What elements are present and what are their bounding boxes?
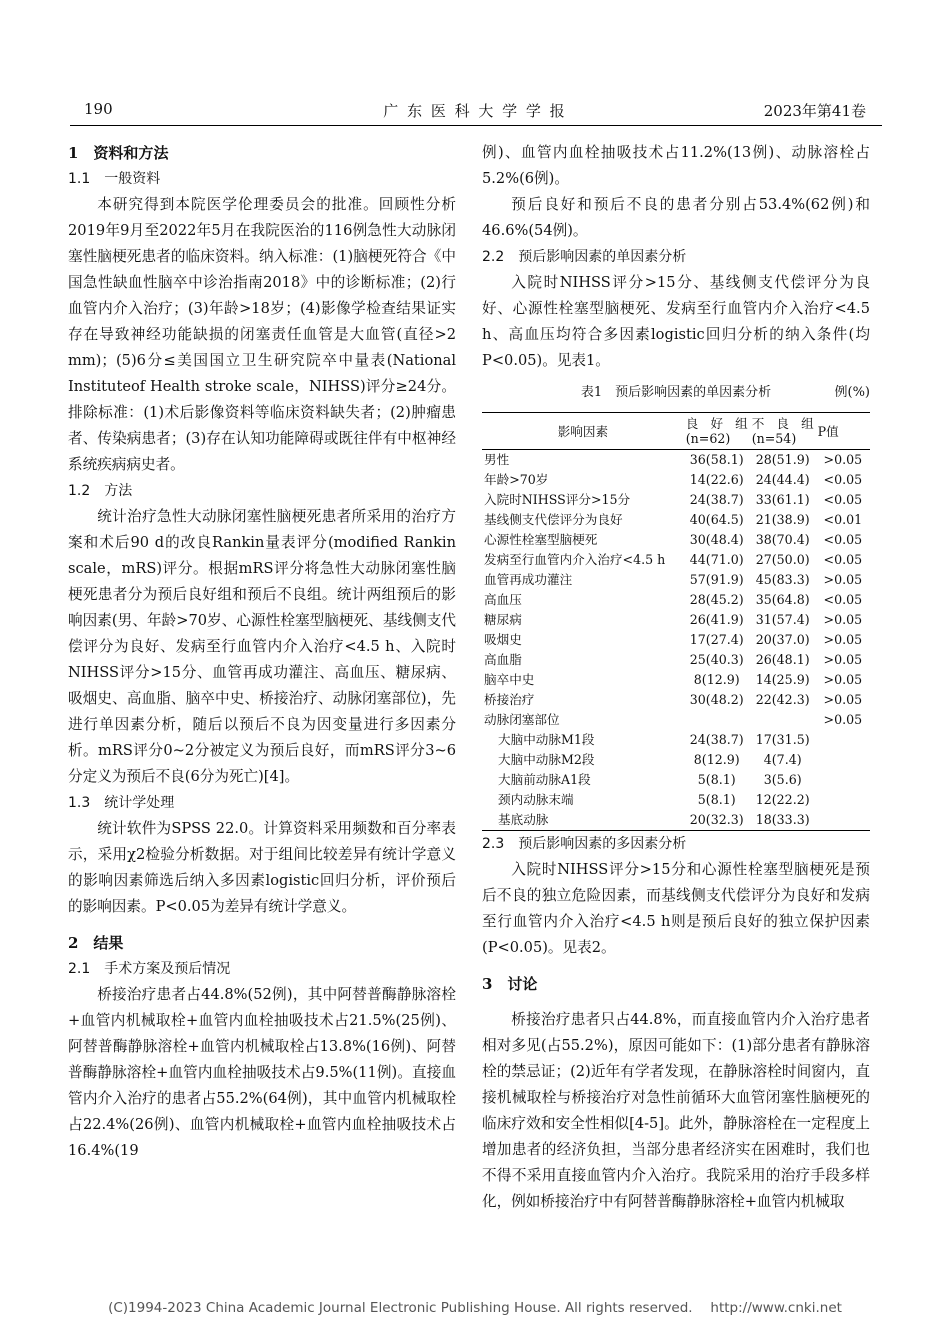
table-row	[482, 730, 870, 750]
table-header-row	[482, 413, 870, 450]
cell-p: >0.05	[823, 672, 863, 687]
table-unit: 例(%)	[834, 385, 870, 400]
cell-poor: 35(64.8)	[755, 592, 810, 607]
cell-poor: 22(42.3)	[755, 692, 810, 707]
cell-p: >0.05	[823, 692, 863, 707]
cell-poor: 18(33.3)	[755, 812, 810, 827]
cell-p	[816, 790, 870, 810]
spacer	[68, 920, 456, 930]
cell-good: 44(71.0)	[689, 552, 744, 567]
table-row	[482, 690, 870, 710]
table-caption-text: 表1 预后影响因素的单因素分析	[580, 385, 772, 400]
cell-good: 8(12.9)	[693, 672, 740, 687]
paragraph: 桥接治疗患者占44.8%(52例)，其中阿替普酶静脉溶栓+血管内机械取栓+血管内血栓抽吸技术占21.5%(25例)、阿替普酶静脉溶栓+血管内机械取栓占13.8%(16例)、阿替普酶静脉溶栓+血管内血栓抽吸技术占9.5%(11例)。直接血管内介入治疗的患者占55.2%(64例)，其中血管内机械取栓占22.4%(26例)、血管内机械取栓+血管内血栓抽吸技术占16.4%(19	[68, 986, 456, 1159]
cell-poor: 17(31.5)	[755, 732, 810, 747]
table-row	[482, 610, 870, 630]
cell-poor: 24(44.4)	[755, 472, 810, 487]
table-row	[482, 770, 870, 790]
cell-good: 24(38.7)	[689, 732, 744, 747]
cell-p: >0.05	[823, 452, 863, 467]
th-p: P值	[817, 423, 839, 439]
cell-good: 57(91.9)	[689, 572, 744, 587]
cell-poor: 4(7.4)	[763, 752, 802, 767]
cell-good: 28(45.2)	[689, 592, 744, 607]
cell-factor: 心源性栓塞型脑梗死	[484, 532, 598, 547]
table-row	[482, 590, 870, 610]
subsection-heading: 1.1 一般资料	[68, 171, 161, 187]
cell-p	[816, 750, 870, 770]
subsection-heading: 2.2 预后影响因素的单因素分析	[482, 249, 687, 265]
cell-good: 36(58.1)	[689, 452, 744, 467]
table-row	[482, 490, 870, 510]
section-heading: 3 讨论	[482, 975, 538, 993]
cell-factor: 桥接治疗	[484, 692, 535, 707]
cell-p: <0.05	[823, 492, 863, 507]
paragraph: 统计软件为SPSS 22.0。计算资料采用频数和百分率表示，采用χ2检验分析数据。对于组间比较差异有统计学意义的影响因素筛选后纳入多因素logistic回归分析，评价预后的影响因素。P<0.05为差异有统计学意义。	[68, 820, 456, 915]
table-1	[482, 380, 870, 831]
cell-poor: 14(25.9)	[755, 672, 810, 687]
cell-factor: 男性	[484, 452, 510, 467]
cell-poor	[750, 710, 816, 730]
cell-p: >0.05	[823, 632, 863, 647]
cell-poor: 21(38.9)	[755, 512, 810, 527]
right-top-text	[482, 140, 870, 374]
cell-p	[816, 770, 870, 790]
cell-factor: 脑卒中史	[484, 672, 535, 687]
section-heading: 1 资料和方法	[68, 144, 169, 162]
cell-factor: 高血脂	[484, 652, 522, 667]
cell-good: 17(27.4)	[689, 632, 744, 647]
cell-poor: 33(61.1)	[755, 492, 810, 507]
cell-p	[816, 730, 870, 750]
cell-p: <0.05	[823, 532, 863, 547]
th-poor: 不良组(n=54)	[751, 416, 814, 446]
cell-good: 8(12.9)	[693, 752, 740, 767]
th-good: 良好组(n=62)	[685, 416, 748, 446]
subsection-heading: 2.3 预后影响因素的多因素分析	[482, 836, 687, 852]
cell-p: <0.01	[823, 512, 863, 527]
cell-good: 30(48.2)	[689, 692, 744, 707]
table-row	[482, 630, 870, 650]
cell-p: >0.05	[823, 712, 863, 727]
copyright-footer: (C)1994-2023 China Academic Journal Electronic Publishing House. All rights reserved. http://www.cnki.net	[108, 1300, 842, 1316]
cell-factor: 糖尿病	[484, 612, 522, 627]
cell-poor: 45(83.3)	[755, 572, 810, 587]
paragraph: 例)、血管内血栓抽吸技术占11.2%(13例)、动脉溶栓占5.2%(6例)。	[482, 144, 870, 187]
cell-factor: 动脉闭塞部位	[484, 712, 560, 727]
cell-poor: 12(22.2)	[755, 792, 810, 807]
spacer	[482, 997, 870, 1007]
cell-good: 5(8.1)	[697, 772, 736, 787]
cell-poor: 27(50.0)	[755, 552, 810, 567]
cell-factor: 大脑中动脉M2段	[498, 752, 595, 767]
cell-p: <0.05	[823, 592, 863, 607]
cell-factor: 基线侧支代偿评分为良好	[484, 512, 623, 527]
cell-good: 20(32.3)	[689, 812, 744, 827]
page-number: 190	[84, 100, 113, 118]
issue-info: 2023年第41卷	[763, 102, 866, 120]
cell-good: 30(48.4)	[689, 532, 744, 547]
left-column	[68, 140, 456, 1164]
cell-poor: 20(37.0)	[755, 632, 810, 647]
table-row	[482, 650, 870, 670]
paragraph: 统计治疗急性大动脉闭塞性脑梗死患者所采用的治疗方案和术后90 d的改良Rankin量表评分(modified Rankin scale，mRS)评分。根据mRS评分将急性大动脉闭塞性脑梗死患者分为预后良好组和预后不良组。统计两组预后的影响因素(男、年龄>70岁、心源性栓塞型脑梗死、基线侧支代偿评分为良好、发病至行血管内介入治疗<4.5 h、入院时NIHSS评分>15分、血管再成功灌注、高血压、糖尿病、吸烟史、高血脂、脑卒中史、桥接治疗、动脉闭塞部位)，先进行单因素分析，随后以预后不良为因变量进行多因素分析。mRS评分0~2分被定义为预后良好，而mRS评分3~6分定义为预后不良(6分为死亡)[4]。	[68, 508, 456, 785]
right-column	[482, 140, 870, 1215]
cell-p: >0.05	[823, 572, 863, 587]
cell-factor: 吸烟史	[484, 632, 522, 647]
table-row	[482, 810, 870, 831]
table-caption	[482, 380, 870, 406]
cell-poor: 3(5.6)	[763, 772, 802, 787]
table-row	[482, 470, 870, 490]
cell-factor: 入院时NIHSS评分>15分	[484, 492, 631, 507]
table-row	[482, 450, 870, 471]
cell-factor: 颈内动脉末端	[498, 792, 574, 807]
cell-p: <0.05	[823, 472, 863, 487]
cell-good: 5(8.1)	[697, 792, 736, 807]
th-factor: 影响因素	[557, 423, 609, 439]
cell-factor: 血管再成功灌注	[484, 572, 573, 587]
cell-good: 40(64.5)	[689, 512, 744, 527]
header-rule	[70, 125, 882, 126]
cell-poor: 38(70.4)	[755, 532, 810, 547]
table-row	[482, 670, 870, 690]
paragraph: 桥接治疗患者只占44.8%，而直接血管内介入治疗患者相对多见(占55.2%)，原因可能如下：(1)部分患者有静脉溶栓的禁忌证；(2)近年有学者发现，在静脉溶栓时间窗内，直接机械取栓与桥接治疗对急性前循环大血管闭塞性脑梗死的临床疗效和安全性相似[4-5]。此外，静脉溶栓在一定程度上增加患者的经济负担，当部分患者经济实在困难时，我们也不得不采用直接血管内介入治疗。我院采用的治疗手段多样化，例如桥接治疗中有阿替普酶静脉溶栓+血管内机械取	[482, 1011, 870, 1210]
cell-p: >0.05	[823, 612, 863, 627]
cell-poor: 28(51.9)	[755, 452, 810, 467]
journal-title: 广 东 医 科 大 学 学 报	[383, 102, 567, 120]
cell-p: >0.05	[823, 652, 863, 667]
cell-good: 24(38.7)	[689, 492, 744, 507]
paragraph: 预后良好和预后不良的患者分别占53.4%(62例)和46.6%(54例)。	[482, 196, 870, 239]
cell-poor: 26(48.1)	[755, 652, 810, 667]
subsection-heading: 1.2 方法	[68, 483, 133, 499]
table-row	[482, 750, 870, 770]
cell-good: 14(22.6)	[689, 472, 744, 487]
cell-factor: 年龄>70岁	[484, 472, 549, 487]
table-row	[482, 530, 870, 550]
subsection-heading: 2.1 手术方案及预后情况	[68, 961, 231, 977]
cell-factor: 大脑中动脉M1段	[498, 732, 595, 747]
cell-factor: 发病至行血管内介入治疗<4.5 h	[484, 552, 666, 567]
cell-good	[684, 710, 750, 730]
cell-factor: 高血压	[484, 592, 522, 607]
paragraph: 本研究得到本院医学伦理委员会的批准。回顾性分析2019年9月至2022年5月在我院医治的116例急性大动脉闭塞性脑梗死患者的临床资料。纳入标准：(1)脑梗死符合《中国急性缺血性脑卒中诊治指南2018》中的诊断标准；(2)行血管内介入治疗；(3)年龄>18岁；(4)影像学检查结果证实存在导致神经功能缺损的闭塞责任血管是大血管(直径>2 mm)；(5)6分≤美国国立卫生研究院卒中量表(National Instituteof Health stroke scale，NIHSS)评分≥24分。排除标准：(1)术后影像资料等临床资料缺失者；(2)肿瘤患者、传染病患者；(3)存在认知功能障碍或既往伴有中枢神经系统疾病病史者。	[68, 196, 456, 473]
cell-good: 25(40.3)	[689, 652, 744, 667]
paragraph: 入院时NIHSS评分>15分和心源性栓塞型脑梗死是预后不良的独立危险因素，而基线侧支代偿评分为良好和发病至行血管内介入治疗<4.5 h则是预后良好的独立保护因素(P<0.05)。见表2。	[482, 861, 870, 956]
table-row	[482, 790, 870, 810]
section-heading: 2 结果	[68, 934, 124, 952]
cell-p	[816, 810, 870, 831]
spacer	[482, 961, 870, 971]
cell-factor: 基底动脉	[498, 812, 549, 827]
table-row	[482, 570, 870, 590]
cell-factor: 大脑前动脉A1段	[498, 772, 591, 787]
cell-good: 26(41.9)	[689, 612, 744, 627]
right-bottom-text	[482, 831, 870, 1215]
paragraph: 入院时NIHSS评分>15分、基线侧支代偿评分为良好、心源性栓塞型脑梗死、发病至行血管内介入治疗<4.5 h、高血压均符合多因素logistic回归分析的纳入条件(均P<0.05)。见表1。	[482, 274, 870, 369]
cell-p: <0.05	[823, 552, 863, 567]
table-row	[482, 550, 870, 570]
table-row	[482, 710, 870, 730]
cell-poor: 31(57.4)	[755, 612, 810, 627]
subsection-heading: 1.3 统计学处理	[68, 795, 175, 811]
table-row	[482, 510, 870, 530]
